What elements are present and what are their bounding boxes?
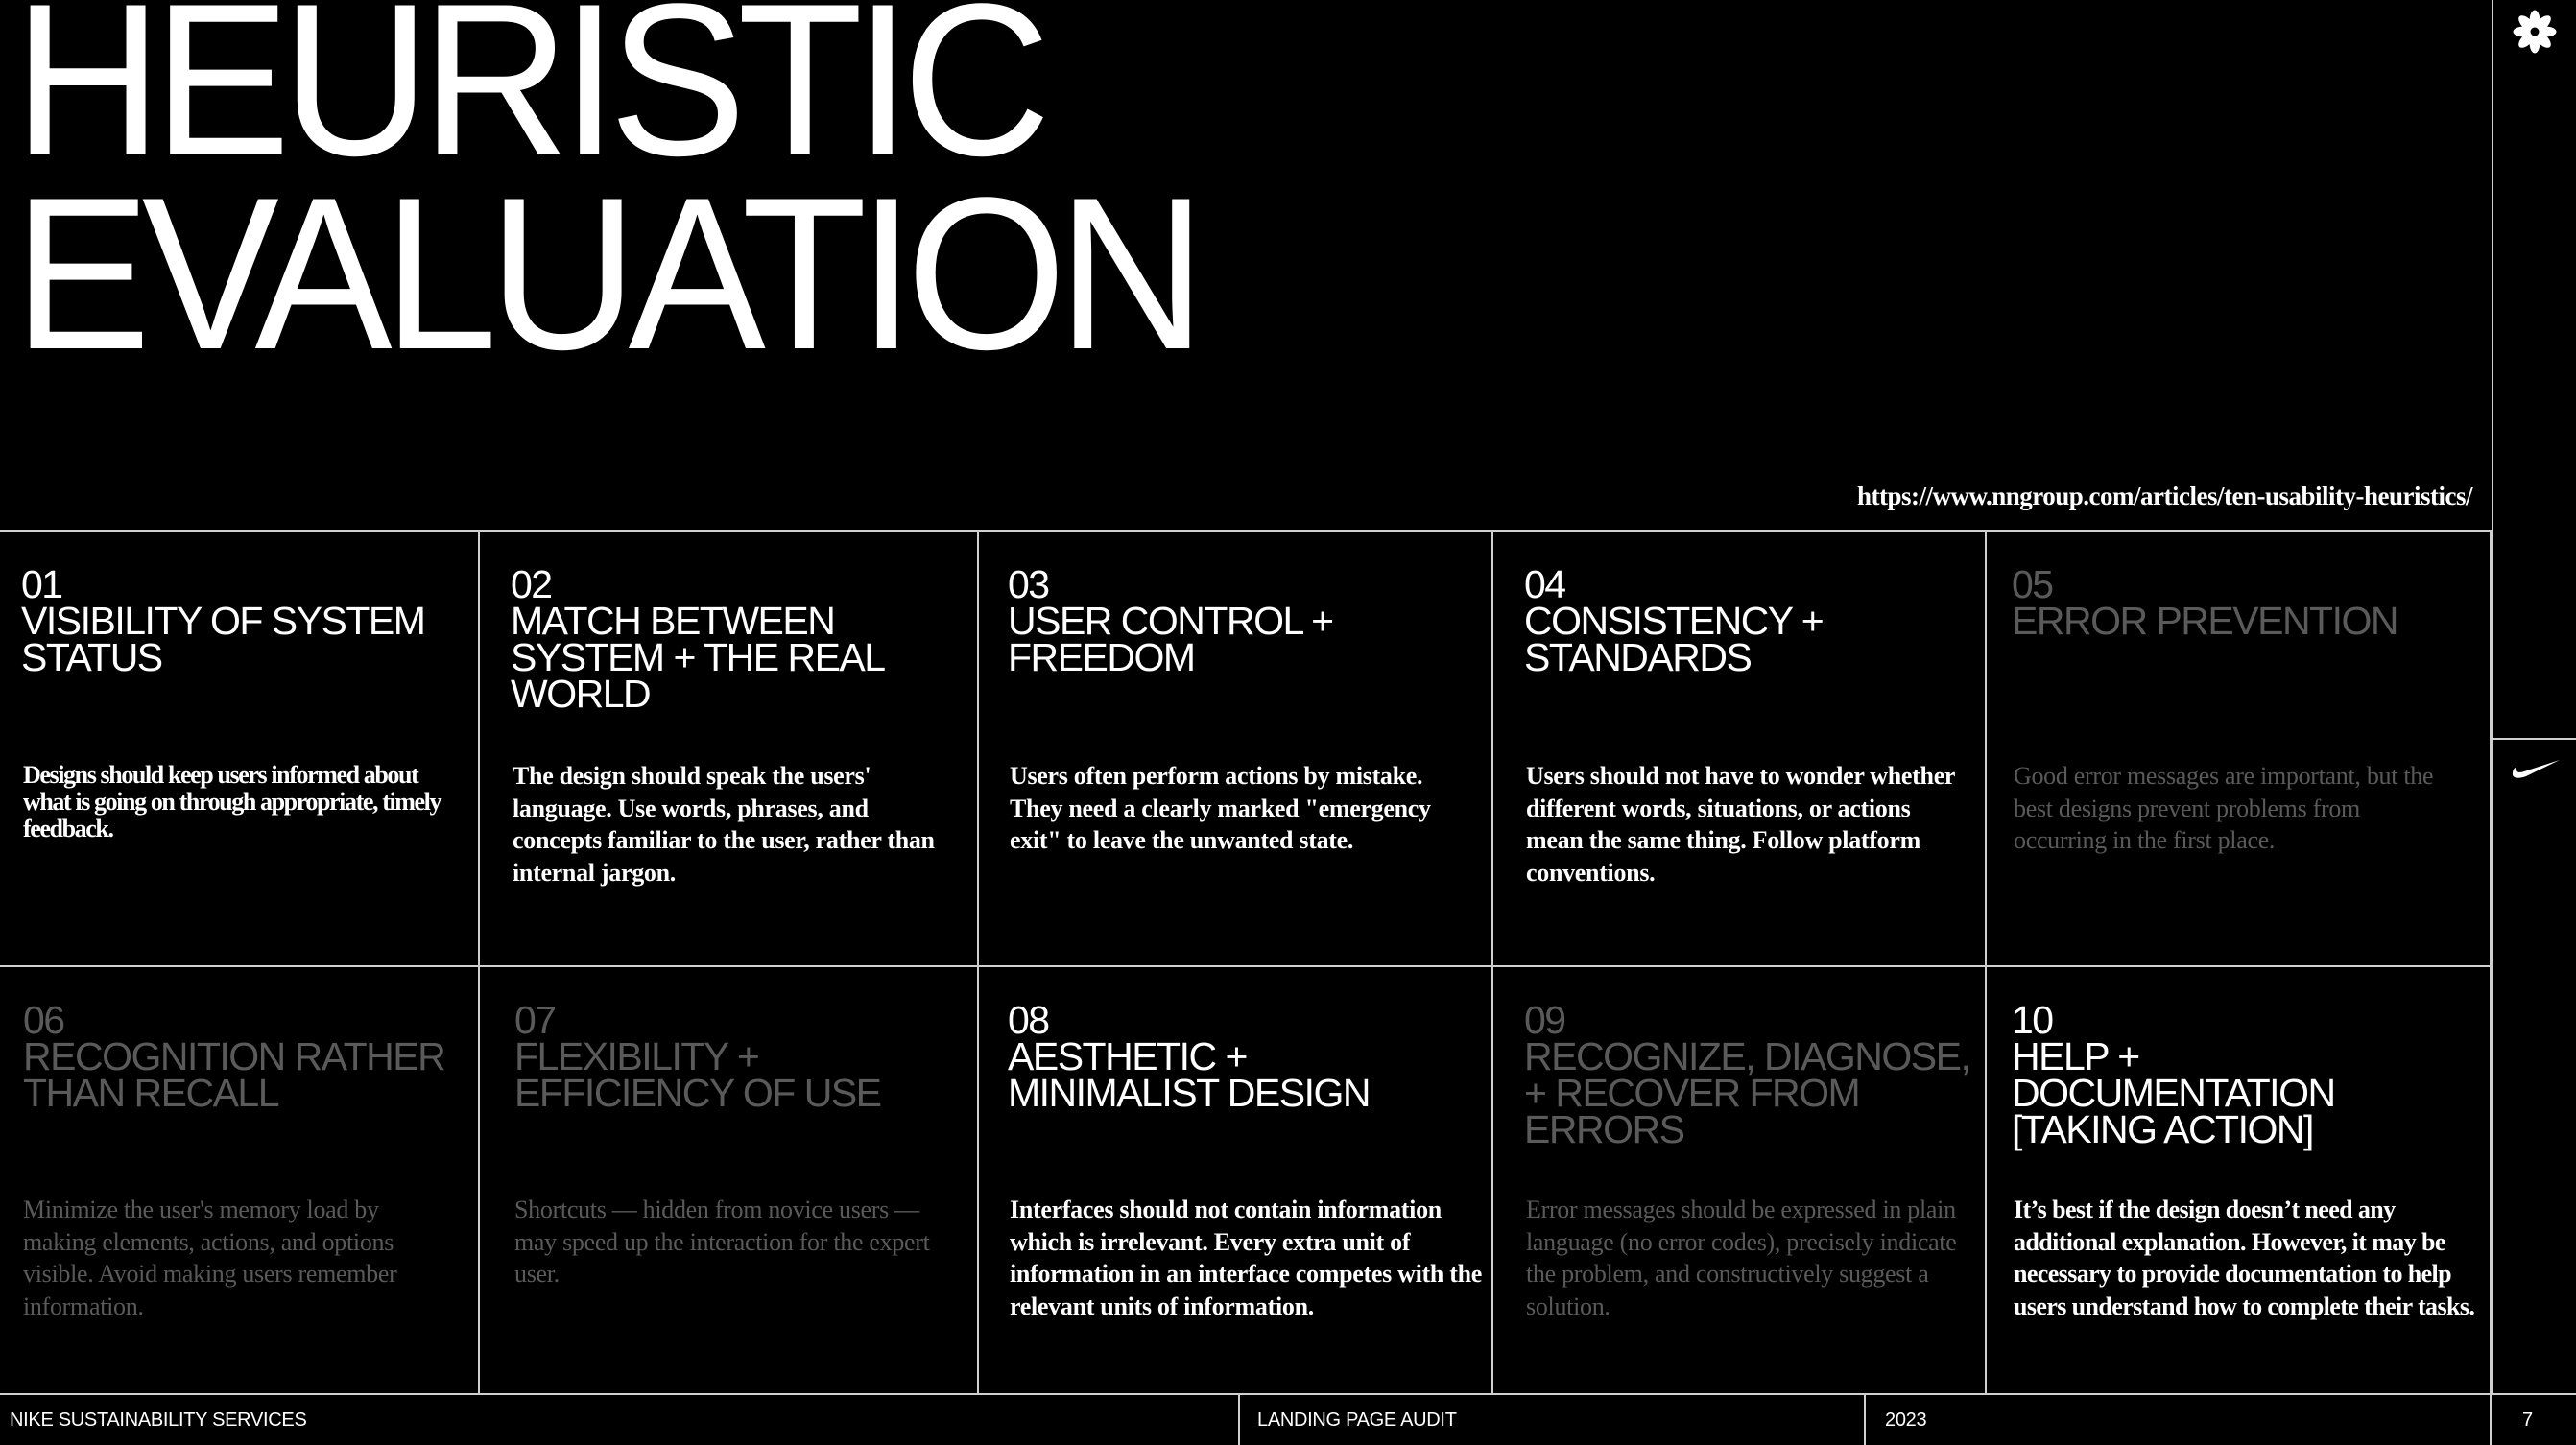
heuristic-number: 01 xyxy=(21,562,62,606)
heuristic-title: VISIBILITY OF SYSTEM STATUS xyxy=(21,599,425,679)
heuristic-number: 06 xyxy=(23,998,64,1042)
heuristic-description: The design should speak the users' language. Use words, phrases, and concepts familiar to the user, rather than internal jargon. xyxy=(513,762,935,887)
heuristic-title: CONSISTENCY + STANDARDS xyxy=(1524,599,1824,679)
heuristic-title: MATCH BETWEEN SYSTEM + THE REAL WORLD xyxy=(511,599,885,716)
heuristic-number: 08 xyxy=(1008,998,1049,1042)
heuristic-description: Users often perform actions by mistake. They need a clearly marked "emergency exit" to leave the unwanted state. xyxy=(1010,762,1431,854)
heuristic-description: Good error messages are important, but the best designs prevent problems from occurring in the first place. xyxy=(2014,762,2434,854)
right-sidebar xyxy=(2492,0,2576,1393)
heuristic-card-10 xyxy=(1987,965,2492,1395)
title-line-2: EVALUATION xyxy=(13,152,1198,394)
heuristics-grid xyxy=(0,530,2492,1395)
heuristic-number: 09 xyxy=(1524,998,1565,1042)
heuristic-card-05 xyxy=(1987,532,2492,965)
heuristic-description: Minimize the user's memory load by making elements, actions, and options visible. Avoid making users remember information. xyxy=(23,1196,397,1320)
heuristic-title: AESTHETIC + MINIMALIST DESIGN xyxy=(1008,1034,1370,1115)
heuristic-description: Interfaces should not contain information which is irrelevant. Every extra unit of information in an interface competes with the relevant units of information. xyxy=(1010,1196,1482,1320)
heuristic-number: 03 xyxy=(1008,562,1049,606)
heuristic-title: HELP + DOCUMENTATION [TAKING ACTION] xyxy=(2012,1034,2335,1151)
heuristic-title: FLEXIBILITY + EFFICIENCY OF USE xyxy=(514,1034,881,1115)
heuristic-card-08 xyxy=(979,965,1493,1395)
heuristic-number: 05 xyxy=(2012,562,2053,606)
sidebar-divider xyxy=(2493,738,2576,740)
heuristic-number: 02 xyxy=(511,562,552,606)
heuristic-number: 07 xyxy=(514,998,556,1042)
footer-year: 2023 xyxy=(1866,1395,2492,1445)
footer xyxy=(0,1393,2576,1445)
heuristic-description: Users should not have to wonder whether different words, situations, or actions mean the same thing. Follow platform conventions. xyxy=(1526,762,1955,887)
heuristic-card-01 xyxy=(0,532,480,965)
heuristic-description: It’s best if the design doesn’t need any additional explanation. However, it may be necessary to provide documentation to help users understand how to complete their tasks. xyxy=(2014,1196,2475,1320)
swoosh-icon xyxy=(2511,750,2561,779)
heuristic-title: ERROR PREVENTION xyxy=(2012,599,2397,643)
heuristic-card-06 xyxy=(0,965,480,1395)
heuristic-card-09 xyxy=(1493,965,1987,1395)
heuristic-description: Designs should keep users informed about what is going on through appropriate, timely feedback. xyxy=(23,761,441,842)
heuristic-card-04 xyxy=(1493,532,1987,965)
heuristic-description: Shortcuts — hidden from novice users — may speed up the interaction for the expert user. xyxy=(514,1196,930,1288)
heuristic-title: USER CONTROL + FREEDOM xyxy=(1008,599,1333,679)
heuristic-title: RECOGNIZE, DIAGNOSE, + RECOVER FROM ERRORS xyxy=(1524,1034,1970,1151)
footer-company: NIKE SUSTAINABILITY SERVICES xyxy=(0,1395,1240,1445)
heuristic-description: Error messages should be expressed in plain language (no error codes), precisely indicate the problem, and constructively suggest a solution. xyxy=(1526,1196,1957,1320)
title-line-1: HEURISTIC xyxy=(13,0,1042,201)
page-number: 7 xyxy=(2522,1409,2533,1431)
page-title xyxy=(13,0,1198,394)
heuristic-number: 04 xyxy=(1524,562,1565,606)
heuristic-card-02 xyxy=(480,532,979,965)
footer-project: LANDING PAGE AUDIT xyxy=(1240,1395,1866,1445)
heuristic-card-03 xyxy=(979,532,1493,965)
source-link[interactable]: https://www.nngroup.com/articles/ten-usability-heuristics/ xyxy=(1856,482,2472,510)
heuristic-card-07 xyxy=(480,965,979,1395)
heuristic-number: 10 xyxy=(2012,998,2053,1042)
heuristic-title: RECOGNITION RATHER THAN RECALL xyxy=(23,1034,445,1115)
flower-icon xyxy=(2509,6,2561,58)
